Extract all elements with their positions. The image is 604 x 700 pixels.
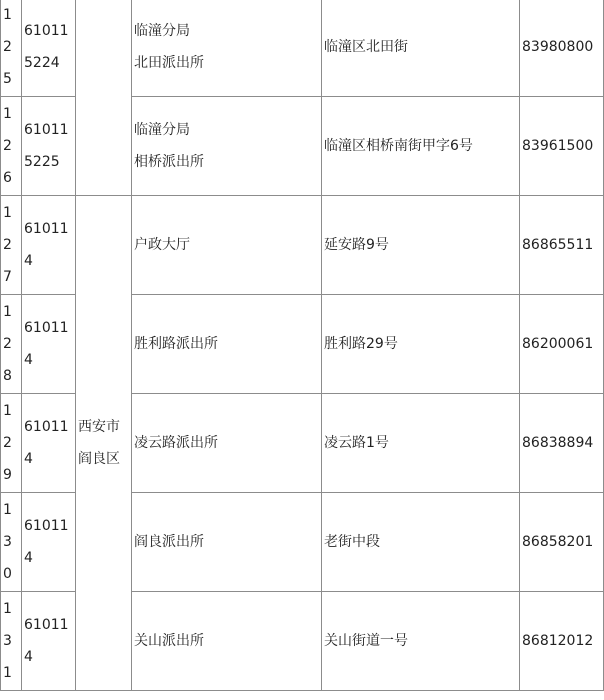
unit-name: 胜利路派出所 [132,295,322,394]
unit-name: 凌云路派出所 [132,394,322,493]
phone: 86812012 [520,592,604,691]
unit-name: 关山派出所 [132,592,322,691]
area-code: 61011 5224 [22,0,76,97]
district-cell: 西安市 阎良区 [76,196,132,691]
table-row [1,0,604,97]
address: 凌云路1号 [322,394,520,493]
row-number: 1 3 1 [1,592,22,691]
phone: 86200061 [520,295,604,394]
unit-name: 阎良派出所 [132,493,322,592]
phone: 83980800 [520,0,604,97]
row-number: 1 2 6 [1,97,22,196]
row-number: 1 3 0 [1,493,22,592]
phone: 86838894 [520,394,604,493]
phone: 86865511 [520,196,604,295]
address: 临潼区北田街 [322,0,520,97]
table-row [1,196,604,295]
area-code: 61011 4 [22,493,76,592]
row-number: 1 2 5 [1,0,22,97]
phone: 86858201 [520,493,604,592]
area-code: 61011 4 [22,394,76,493]
address: 胜利路29号 [322,295,520,394]
unit-name: 临潼分局 北田派出所 [132,0,322,97]
unit-name: 户政大厅 [132,196,322,295]
address: 延安路9号 [322,196,520,295]
area-code: 61011 4 [22,196,76,295]
unit-name: 临潼分局 相桥派出所 [132,97,322,196]
address: 关山街道一号 [322,592,520,691]
phone: 83961500 [520,97,604,196]
area-code: 61011 5225 [22,97,76,196]
row-number: 1 2 7 [1,196,22,295]
row-number: 1 2 9 [1,394,22,493]
area-code: 61011 4 [22,295,76,394]
address: 老街中段 [322,493,520,592]
district-cell-empty [76,0,132,196]
area-code: 61011 4 [22,592,76,691]
row-number: 1 2 8 [1,295,22,394]
address: 临潼区相桥南街甲字6号 [322,97,520,196]
